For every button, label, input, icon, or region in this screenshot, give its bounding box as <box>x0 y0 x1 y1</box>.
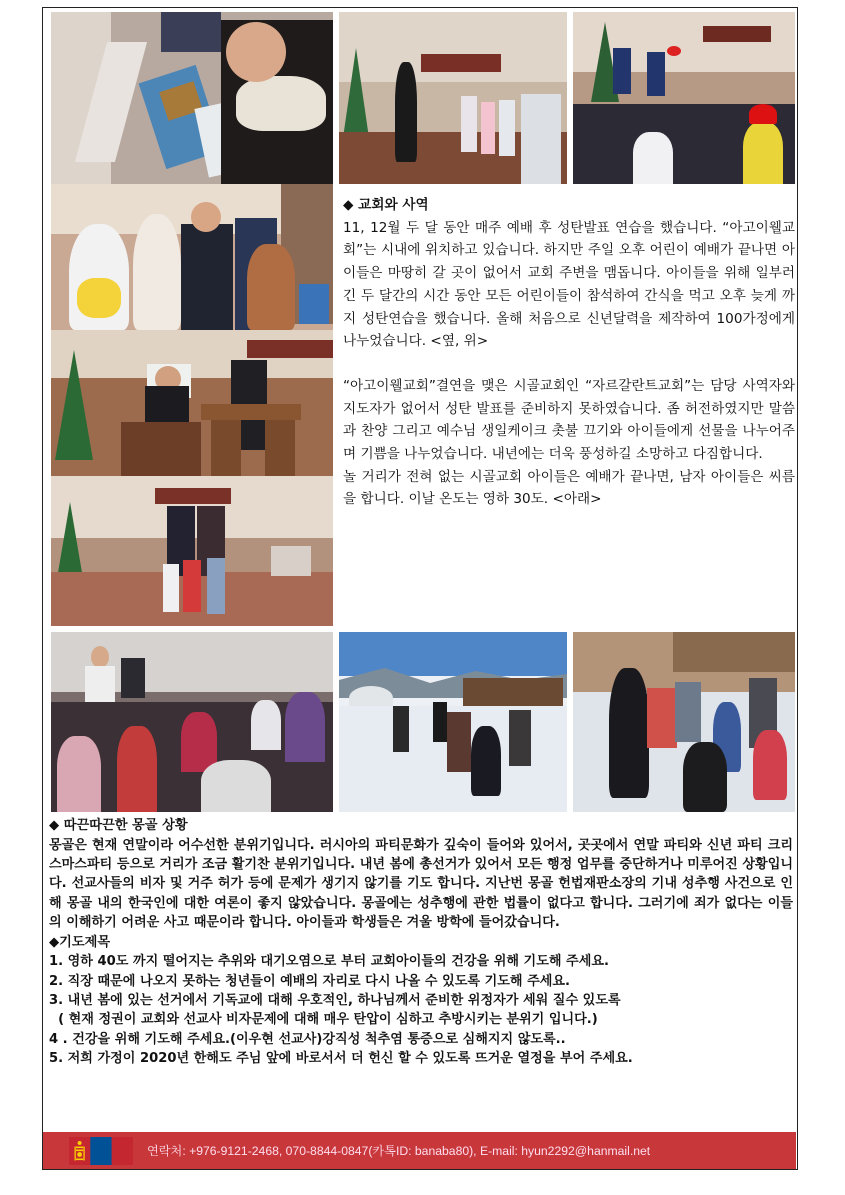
paragraph-spacer <box>343 353 795 375</box>
prayer-section-heading: ◆기도제목 <box>49 934 111 950</box>
church-section-paragraph-3: 놀 거리가 전혀 없는 시골교회 아이들은 예배가 끝나면, 남자 아이들은 씨름을 합니다. 이날 온도는 영하 30도. <아래> <box>343 468 795 508</box>
photo-rural-church-crowd <box>51 632 333 812</box>
photo-family-stage <box>51 476 333 626</box>
mongolia-and-prayer-section <box>49 816 793 1069</box>
newsletter-page <box>42 7 798 1170</box>
photo-calendar-woman <box>51 12 333 184</box>
church-section-paragraph-2: “아고이웰교회”결연을 맺은 시골교회인 “자르갈란트교회”는 담당 사역자와 지도자가 없어서 성탄 발표를 준비하지 못하였습니다. 좀 허전하였지만 말씀과 찬양 그리고 예수님 생일케이크 촛불 끄기와 아이들에게 선물을 나누어주며 기쁨을 나누었습니다. 내년에는 더욱 풍성하길 소망하고 다짐합니다. <box>343 377 795 463</box>
photo-pulpit-preaching <box>51 330 333 476</box>
mongolia-section-body: 몽골은 현재 연말이라 어수선한 분위기입니다. 러시아의 파티문화가 깊숙이 들어와 있어서, 곳곳에서 연말 파티와 신년 파티 크리스마스파티 등으로 거리가 조금 활기찬 분위기입니다. 내년 봄에 총선거가 있어서 모든 행정 업무를 중단하거나 미루어진 상황입니다. 선교사들의 비자 및 거주 허가 등에 문제가 생기지 않기를 기도 합니다. 지난번 몽골 헌법재판소장의 기내 성추행 사건으로 인해 몽골 내의 한국인에 대한 여론이 좋지 않았습니다. 몽골에는 성추행에 관한 법률이 없다고 합니다. 그러기에 죄가 없다는 이들의 이해하기 어려운 사고 때문이라 합니다. 아이들과 학생들은 겨울 방학에 들어갔습니다. <box>49 837 793 931</box>
prayer-item: 1. 영하 40도 까지 떨어지는 추위와 대기오염으로 부터 교회아이들의 건강을 위해 기도해 주세요. <box>49 954 609 970</box>
church-section-heading: ◆ 교회와 사역 <box>343 197 429 213</box>
prayer-item-note: ( 현재 정권이 교회와 선교사 비자문제에 대해 매우 탄압이 심하고 추방시키는 분위기 입니다.) <box>49 1012 598 1028</box>
photo-costume-group <box>51 184 333 330</box>
photo-children-snow <box>573 632 795 812</box>
mongolia-flag-icon <box>69 1137 133 1165</box>
church-ministry-section <box>343 194 795 511</box>
prayer-item: 3. 내년 봄에 있는 선거에서 기독교에 대해 우호적인, 하나님께서 준비한 위정자가 세워 질수 있도록 <box>49 993 621 1009</box>
prayer-item: 2. 직장 때문에 나오지 못하는 청년들이 예배의 자리로 다시 나올 수 있도록 기도해 주세요. <box>49 973 571 989</box>
prayer-item: 5. 저희 가정이 2020년 한해도 주님 앞에 바로서서 더 헌신 할 수 있도록 뜨거운 열정을 부어 주세요. <box>49 1051 633 1067</box>
prayer-item: 4 . 건강을 위해 기도해 주세요.(이우현 선교사)강직성 척추염 통증으로 심해지지 않도록.. <box>49 1031 566 1047</box>
photo-children-wrestling <box>339 632 567 812</box>
contact-info: 연락처: +976-9121-2468, 070-8844-0847(카톡ID: banaba80), E-mail: hyun2292@hanmail.net <box>147 1144 651 1158</box>
contact-footer <box>43 1132 796 1169</box>
mongolia-section-heading: ◆ 따끈따끈한 몽골 상황 <box>49 818 188 833</box>
photo-christmas-stage-children <box>573 12 795 184</box>
photo-christmas-stage-singing <box>339 12 567 184</box>
church-section-paragraph-1: 11, 12월 두 달 동안 매주 예배 후 성탄발표 연습을 했습니다. “아고이웰교회”는 시내에 위치하고 있습니다. 하지만 주일 오후 어린이 예배가 끝나면 아이들은 마땅히 갈 곳이 없어서 교회 주변을 맴돕니다. 아이들을 위해 일부러 긴 두 달간의 시간 동안 모든 어린이들이 참석하여 간식을 먹고 오후 늦게 까지 성탄연습을 했습니다. 올해 처음으로 신년달력을 제작하여 100가정에게 나누었습니다. <옆, 위> <box>343 219 795 350</box>
